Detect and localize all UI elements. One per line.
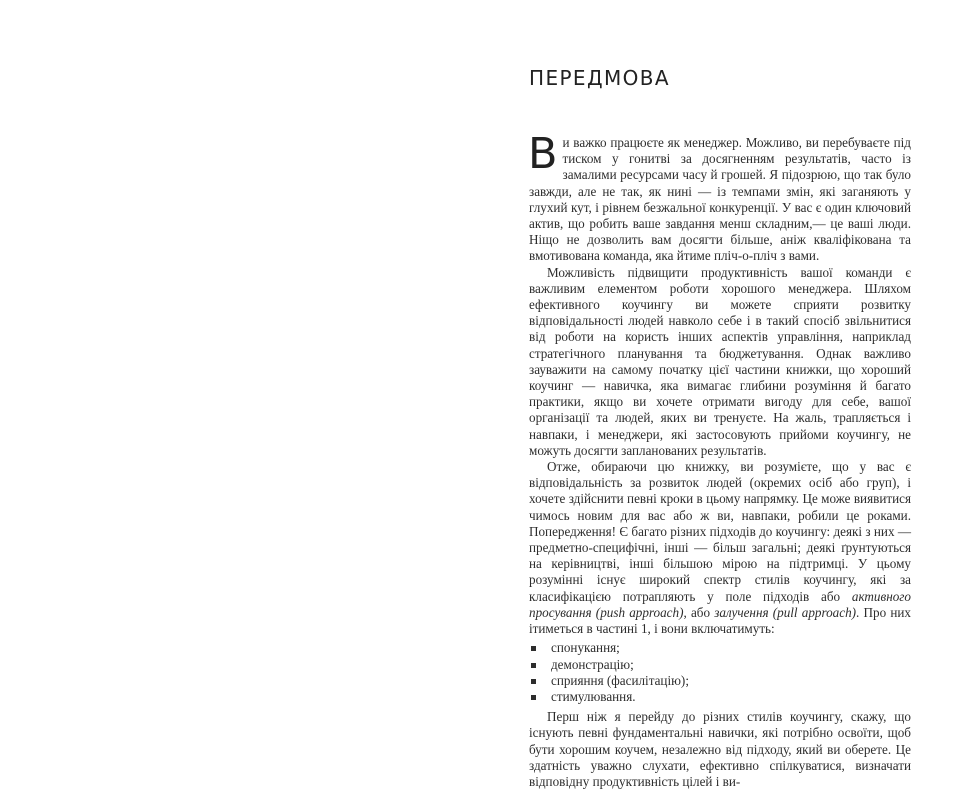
paragraph-2: Можливість підвищити продуктивність вашої команди є важливим елементом роботи хорошого менеджера. Шляхом ефективного коучингу ви можете сприяти розвитку відповідальності людей навколо себе і в такий спосіб звільнитися від роботи на користь інших аспектів управління, наприклад стратегічного планування та бюджетування. Однак важливо зауважити на самому початку цієї частини книжки, що хороший коучинг — навичка, яка вимагає глибини розуміння й багато практики, якщо ви хочете отримати вигоду для себе, вашої організації та людей, яких ви тренуєте. На жаль, трапляється і навпаки, і менеджери, які застосовують прийоми коучингу, не можуть досягти запланованих результатів. <box>529 264 911 458</box>
list-item <box>529 689 911 705</box>
right-page <box>485 0 970 789</box>
body-text <box>528 129 911 790</box>
square-bullet-icon <box>531 646 536 651</box>
list-item <box>529 640 911 656</box>
list-item-text: сприяння (фасилітацію); <box>551 672 689 688</box>
paragraph-3-text-a: Отже, обираючи цю книжку, ви розумієте, що у вас є відповідальність за розвиток людей (окремих осіб або груп), і хочете здійснити певні кроки в цьому напрямку. Це може виявитися чимось новим для вас або ж ви, навпаки, робили це роками. Попередження! Є багато різних підходів до коучингу: деякі з них — предметно-специфічні, інші — більш загальні; деякі ґрунтуються на керівництві, інші більшою мірою на підтримці. У цьому розумінні існує широкий спектр стилів коучингу, які за класифікацією потрапляють у поле підходів або <box>529 459 911 604</box>
paragraph-1 <box>528 129 911 265</box>
square-bullet-icon <box>531 679 536 684</box>
square-bullet-icon <box>531 663 536 668</box>
paragraph-1-text: и важко працюєте як менеджер. Можливо, ви перебуваєте під тиском у гонитві за досягненням результатів, часто із замалими ресурсами часу й грошей. Я підозрюю, що так було завжди, але не так, як нині — із темпами змін, які заганяють у глухий кут, і рівнем безжальної конкуренції. У вас є один ключовий актив, що робить ваше завдання менш складним,— це ваші люди. Ніщо не дозволить вам досягти більше, аніж кваліфікована та вмотивована команда, яка йтиме пліч-о-пліч з вами. <box>529 135 911 264</box>
square-bullet-icon <box>531 695 536 700</box>
list-item <box>529 673 911 689</box>
paragraph-4: Перш ніж я перейду до різних стилів коучингу, скажу, що існують певні фундаментальні навички, які потрібно освоїти, щоб бути хорошим коучем, незалежно від підходу, який ви оберете. Це здатність уважно слухати, ефективно спілкуватися, визначати відповідну продуктивність цілей і ви- <box>529 709 911 789</box>
coaching-styles-list <box>529 640 911 705</box>
drop-cap-letter: В <box>528 129 558 179</box>
list-item-text: стимулювання. <box>551 688 636 704</box>
chapter-title: ПЕРЕДМОВА <box>529 66 670 90</box>
paragraph-3-text-b: , або <box>683 604 715 620</box>
list-item-text: спонукання; <box>551 640 620 656</box>
pull-approach-term: залучення (pull approach) <box>714 604 857 620</box>
list-item <box>529 657 911 673</box>
paragraph-3-text-c: . Про них ітиметься в частині 1, і вони включатимуть: <box>529 604 911 637</box>
push-approach-term: активного просування (push approach) <box>529 588 911 620</box>
left-page-blank <box>0 0 485 691</box>
list-item-text: демонстрацію; <box>551 656 634 672</box>
paragraph-3 <box>529 459 911 637</box>
